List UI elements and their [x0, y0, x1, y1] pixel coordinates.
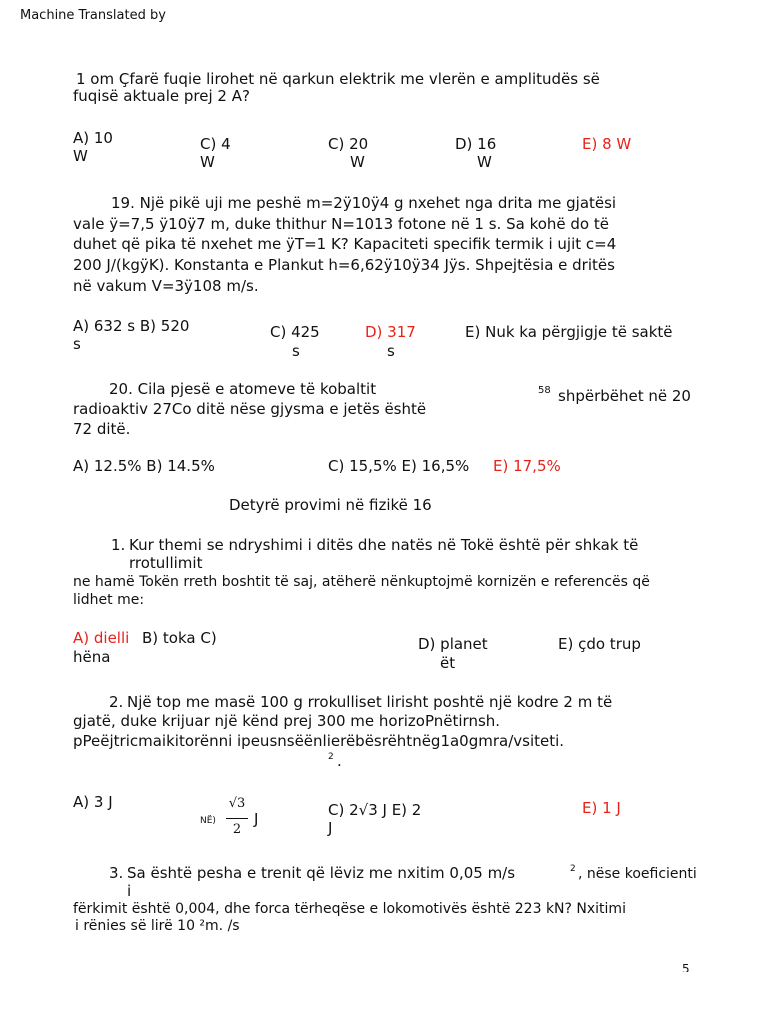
q2-answer-c-line2: J: [328, 819, 333, 837]
q1-answer-d-line2: ët: [440, 654, 456, 672]
q19-answer-ab-line2: s: [73, 335, 81, 353]
q2-answer-c: C) 2√3 J E) 2: [328, 801, 422, 819]
q3-line1-cont: i: [127, 882, 132, 900]
q2-line2: gjatë, duke krijuar një kënd prej 300 me horizoPnëtirnsh.: [73, 712, 501, 730]
q20-line1-right: shpërbëhet në 20: [558, 387, 691, 405]
q3-line1: Sa është pesha e trenit që lëviz me nxitim 0,05 m/s: [127, 864, 516, 882]
q20-line1: 20. Cila pjesë e atomeve të kobaltit: [109, 380, 377, 398]
q3-superscript: 2: [570, 864, 576, 874]
q19-answer-ab-line1: A) 632 s B) 520: [73, 317, 190, 335]
q19-answer-e: E) Nuk ka përgjigje të saktë: [465, 323, 673, 341]
answer-c-line1: C) 20: [328, 135, 369, 153]
q2-dot: .: [337, 752, 342, 770]
q3-line3: i rënies së lirë 10 ²m. /s: [75, 918, 240, 934]
q20-mass-number: 58: [538, 385, 551, 396]
question-intro-line1: 1 om Çfarë fuqie lirohet në qarkun elektrik me vlerën e amplitudës së: [76, 70, 600, 88]
q1-answer-bc: B) toka C): [142, 629, 217, 647]
q20-answer-ab: A) 12.5% B) 14.5%: [73, 457, 215, 475]
q20-line2: radioaktiv 27Co ditë nëse gjysma e jetës është: [73, 400, 427, 418]
q1-line3: ne hamë Tokën rreth boshtit të saj, atëherë nënkuptojmë kornizën e referencës që: [73, 574, 650, 590]
fraction-bar: [226, 818, 248, 819]
q1-answer-c-line2: hëna: [73, 648, 111, 666]
q2-answer-b-numerator: √3: [228, 796, 246, 811]
q1-answer-d-line1: D) planet: [418, 635, 488, 653]
answer-a-line2: W: [73, 147, 88, 165]
q19-answer-c-line1: C) 425: [270, 323, 320, 341]
q1-answer-a-correct: A) dielli: [73, 629, 130, 647]
q19-line4: 200 J/(kgÿK). Konstanta e Plankut h=6,62ÿ10ÿ34 Jÿs. Shpejtësia e dritës: [73, 256, 615, 274]
q2-answer-b-denominator: 2: [232, 822, 242, 837]
answer-d-line1: D) 16: [455, 135, 497, 153]
q3-number: 3.: [109, 864, 124, 882]
q20-answer-e-correct: E) 17,5%: [493, 457, 561, 475]
q1-line4: lidhet me:: [73, 592, 145, 608]
q19-line2: vale ÿ=7,5 ÿ10ÿ7 m, duke thithur N=1013 fotone në 1 s. Sa kohë do të: [73, 215, 609, 233]
section-title: Detyrë provimi në fizikë 16: [229, 496, 432, 514]
answer-a-line1: A) 10: [73, 129, 113, 147]
q19-line3: duhet që pika të nxehet me ÿT=1 K? Kapaciteti specifik termik i ujit c=4: [73, 235, 617, 253]
answer-c-line2: W: [350, 153, 365, 171]
q2-line1: Një top me masë 100 g rrokulliset lirisht poshtë një kodre 2 m të: [127, 693, 613, 711]
question-intro-line2: fuqisë aktuale prej 2 A?: [73, 87, 250, 105]
q2-answer-a: A) 3 J: [73, 793, 113, 811]
q19-answer-c-line2: s: [292, 342, 300, 360]
q3-line2: fërkimit është 0,004, dhe forca tërheqëse e lokomotivës është 223 kN? Nxitimi: [73, 901, 626, 917]
answer-d-line2: W: [477, 153, 492, 171]
q2-answer-e-correct: E) 1 J: [582, 799, 621, 817]
q20-line3: 72 ditë.: [73, 420, 131, 438]
q1-answer-e: E) çdo trup: [558, 635, 641, 653]
q19-line5: në vakum V=3ÿ108 m/s.: [73, 277, 259, 295]
answer-b-line1: C) 4: [200, 135, 231, 153]
q19-line1: 19. Një pikë uji me peshë m=2ÿ10ÿ4 g nxehet nga drita me gjatësi: [111, 194, 617, 212]
q2-superscript: 2: [328, 752, 334, 762]
q20-answer-ce: C) 15,5% E) 16,5%: [328, 457, 470, 475]
q1-number: 1.: [111, 536, 126, 554]
q2-number: 2.: [109, 693, 124, 711]
answer-e-correct: E) 8 W: [582, 135, 632, 153]
q19-answer-d-correct: D) 317: [365, 323, 416, 341]
q3-line1-right: , nëse koeficienti: [578, 866, 697, 882]
q19-answer-d-line2: s: [387, 342, 395, 360]
header-text: Machine Translated by: [20, 8, 166, 23]
answer-b-line2: W: [200, 153, 215, 171]
q2-answer-b-unit: J: [254, 810, 259, 828]
q2-answer-b-label: NË): [200, 816, 216, 826]
page-number: 5: [682, 962, 690, 972]
q1-line1: Kur themi se ndryshimi i ditës dhe natës në Tokë është për shkak të: [129, 536, 639, 554]
q1-line2: rrotullimit: [129, 554, 203, 572]
q2-line3: pPeëjtricmaikitorënni ipeusnsëënlierëbësrëhtnëg1a0gmra/vsiteti.: [73, 732, 565, 750]
